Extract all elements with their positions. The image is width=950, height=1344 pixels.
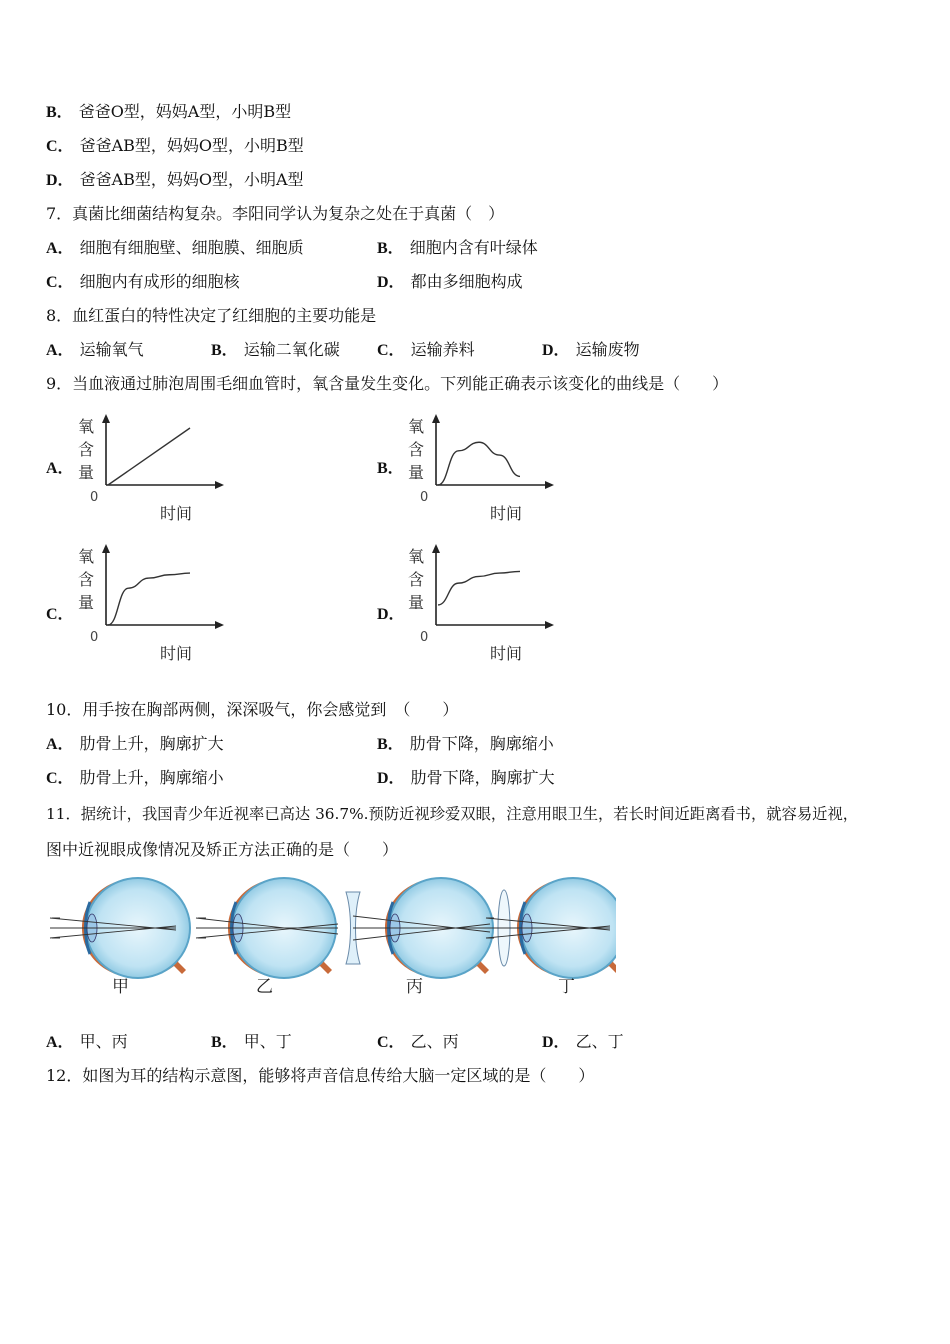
x-label-a: 时间: [160, 504, 193, 523]
q9-stem: 9．当血液通过肺泡周围毛细血管时，氧含量发生变化。下列能正确表示该变化的曲线是（ ）: [46, 374, 729, 393]
chart-c: [70, 540, 230, 665]
y-label-c-0: 氧: [78, 547, 95, 566]
caption-jia: 甲: [112, 977, 129, 997]
y-label-b-0: 氧: [408, 417, 425, 436]
eye-ding: [486, 878, 616, 978]
q11-stem-line1: 11．据统计，我国青少年近视率已高达 36.7%.预防近视珍爱双眼，注意用眼卫生，若长时间近距离看书，就容易近视，: [46, 805, 859, 823]
origin-label-b: 0: [420, 490, 429, 505]
q10-option-a: A． 肋骨上升，胸廓扩大: [46, 734, 224, 753]
y-label-a-1: 含: [78, 440, 95, 459]
q8-option-a: A． 运输氧气: [46, 340, 144, 359]
q9-letter-c: C．: [46, 606, 74, 623]
y-label-a-2: 量: [78, 463, 95, 482]
y-axis-arrow-b: [432, 414, 440, 423]
y-label-c-1: 含: [78, 570, 95, 589]
q7-stem: 7．真菌比细菌结构复杂。李阳同学认为复杂之处在于真菌（ ）: [46, 204, 505, 223]
q8-option-b: B． 运输二氧化碳: [211, 340, 340, 359]
series-line-a: [108, 428, 190, 485]
q6-option-b: B． 爸爸O型，妈妈A型，小明B型: [46, 102, 292, 121]
eye-diagrams: [46, 872, 616, 1002]
y-label-a-0: 氧: [78, 417, 95, 436]
q11-option-b: B． 甲、丁: [211, 1032, 292, 1051]
q7-option-d: D． 都由多细胞构成: [377, 272, 523, 291]
eye-jia: [50, 878, 190, 978]
q7-option-a: A． 细胞有细胞壁、细胞膜、细胞质: [46, 238, 304, 257]
q8-stem: 8．血红蛋白的特性决定了红细胞的主要功能是: [46, 306, 377, 325]
q9-letter-a: A．: [46, 460, 74, 477]
y-label-b-2: 量: [408, 463, 425, 482]
series-line-c: [108, 573, 190, 625]
x-axis-arrow-c: [215, 621, 224, 629]
y-label-d-0: 氧: [408, 547, 425, 566]
y-axis-arrow-d: [432, 544, 440, 553]
q8-option-c: C． 运输养料: [377, 340, 475, 359]
chart-a: [70, 410, 230, 525]
q11-option-d: D． 乙、丁: [542, 1032, 624, 1051]
chart-d: [400, 540, 560, 665]
q6-option-c: C． 爸爸AB型，妈妈O型，小明B型: [46, 136, 304, 155]
q10-option-d: D． 肋骨下降，胸廓扩大: [377, 768, 555, 787]
q11-option-a: A． 甲、丙: [46, 1032, 128, 1051]
y-label-d-2: 量: [408, 593, 425, 612]
q10-option-b: B． 肋骨下降，胸廓缩小: [377, 734, 554, 753]
q9-letter-d: D．: [377, 606, 405, 623]
y-label-c-2: 量: [78, 593, 95, 612]
x-axis-arrow-d: [545, 621, 554, 629]
q12-stem: 12．如图为耳的结构示意图，能够将声音信息传给大脑一定区域的是（ ）: [46, 1066, 595, 1085]
q11-option-c: C． 乙、丙: [377, 1032, 459, 1051]
q7-option-b: B． 细胞内含有叶绿体: [377, 238, 538, 257]
x-axis-arrow-b: [545, 481, 554, 489]
q10-stem: 10．用手按在胸部两侧，深深吸气，你会感觉到 （ ）: [46, 700, 459, 719]
y-label-b-1: 含: [408, 440, 425, 459]
x-label-c: 时间: [160, 644, 193, 663]
series-line-d: [438, 571, 520, 605]
y-axis-arrow-c: [102, 544, 110, 553]
q10-option-c: C． 肋骨上升，胸廓缩小: [46, 768, 224, 787]
x-axis-arrow-a: [215, 481, 224, 489]
origin-label-d: 0: [420, 630, 429, 645]
origin-label-c: 0: [90, 630, 99, 645]
caption-bing: 丙: [406, 977, 423, 997]
x-label-b: 时间: [490, 504, 523, 523]
caption-ding: 丁: [558, 977, 575, 997]
q7-option-c: C． 细胞内有成形的细胞核: [46, 272, 240, 291]
chart-b: [400, 410, 560, 525]
eye-bing: [346, 878, 493, 978]
q9-letter-b: B．: [377, 460, 404, 477]
q11-stem-line2: 图中近视眼成像情况及矫正方法正确的是（ ）: [46, 840, 399, 859]
q6-option-d: D． 爸爸AB型，妈妈O型，小明A型: [46, 170, 304, 189]
x-label-d: 时间: [490, 644, 523, 663]
series-line-b: [438, 442, 520, 485]
y-label-d-1: 含: [408, 570, 425, 589]
eye-yi: [196, 878, 338, 978]
origin-label-a: 0: [90, 490, 99, 505]
caption-yi: 乙: [256, 977, 273, 997]
y-axis-arrow-a: [102, 414, 110, 423]
q8-option-d: D． 运输废物: [542, 340, 640, 359]
